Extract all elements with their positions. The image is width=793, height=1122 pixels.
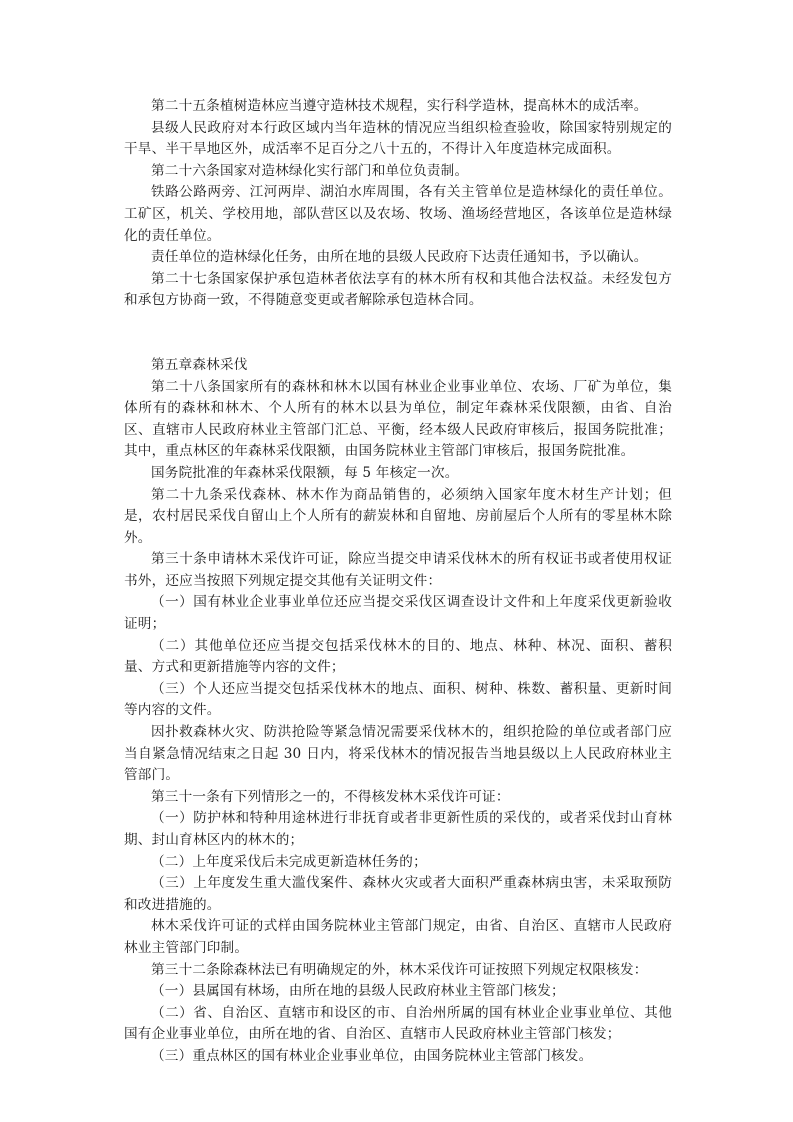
article-31: 第三十一条有下列情形之一的，不得核发林木采伐许可证： <box>151 788 510 805</box>
article-26-para-3: 责任单位的造林绿化任务，由所在地的县级人民政府下达责任通知书，予以确认。 <box>151 249 648 266</box>
article-32-item-2: （二）省、自治区、直辖市和设区的市、自治州所属的国有林业企业事业单位、其他国有企业事业单位，由所在地的省、自治区、直辖市人民政府林业主管部门核发； <box>124 1004 672 1043</box>
article-29: 第二十九条采伐森林、林木作为商品销售的，必须纳入国家年度木材生产计划；但是，农村居民采伐自留山上个人所有的薪炭林和自留地、房前屋后个人所有的零星林木除外。 <box>124 486 672 546</box>
article-30-item-2: （二）其他单位还应当提交包括采伐林木的目的、地点、林种、林况、面积、蓄积量、方式和更新措施等内容的文件； <box>124 637 672 676</box>
chapter-5-heading: 第五章森林采伐 <box>151 356 248 373</box>
article-25-para-2: 县级人民政府对本行政区域内当年造林的情况应当组织检查验收，除国家特别规定的干旱、半干旱地区外，成活率不足百分之八十五的，不得计入年度造林完成面积。 <box>124 119 672 158</box>
article-26-para-2: 铁路公路两旁、江河两岸、湖泊水库周围，各有关主管单位是造林绿化的责任单位。工矿区，机关、学校用地，部队营区以及农场、牧场、渔场经营地区，各该单位是造林绿化的责任单位。 <box>124 184 672 244</box>
article-31-item-3: （三）上年度发生重大滥伐案件、森林火灾或者大面积严重森林病虫害，未采取预防和改进措施的。 <box>124 875 672 913</box>
article-31-para-permit-format: 林木采伐许可证的式样由国务院林业主管部门规定，由省、自治区、直辖市人民政府林业主管部门印制。 <box>124 918 672 956</box>
section-gap <box>124 312 672 355</box>
article-30: 第三十条申请林木采伐许可证，除应当提交申请采伐林木的所有权证书或者使用权证书外，还应当按照下列规定提交其他有关证明文件： <box>124 551 672 589</box>
article-30-item-3: （三）个人还应当提交包括采伐林木的地点、面积、树种、株数、蓄积量、更新时间等内容的文件。 <box>124 680 672 719</box>
article-32-item-1: （一）县属国有林场，由所在地的县级人民政府林业主管部门核发； <box>151 983 565 1000</box>
article-31-item-1: （一）防护林和特种用途林进行非抚育或者非更新性质的采伐的，或者采伐封山育林期、封山育林区内的林木的； <box>124 810 672 848</box>
article-27: 第二十七条国家保护承包造林者依法享有的林木所有权和其他合法权益。未经发包方和承包方协商一致，不得随意变更或者解除承包造林合同。 <box>124 270 672 309</box>
article-32-item-3: （三）重点林区的国有林业企业事业单位，由国务院林业主管部门核发。 <box>151 1047 593 1064</box>
article-30-para-emergency: 因扑救森林火灾、防洪抢险等紧急情况需要采伐林木的，组织抢险的单位或者部门应当自紧急情况结束之日起 30 日内，将采伐林木的情况报告当地县级以上人民政府林业主管部门。 <box>124 724 672 784</box>
article-28-para-2: 国务院批准的年森林采伐限额，每 5 年核定一次。 <box>151 464 459 481</box>
article-25: 第二十五条植树造林应当遵守造林技术规程，实行科学造林，提高林木的成活率。 <box>151 98 648 114</box>
document-page <box>124 96 672 1068</box>
article-32: 第三十二条除森林法已有明确规定的外，林木采伐许可证按照下列规定权限核发： <box>151 961 648 978</box>
article-30-item-1: （一）国有林业企业事业单位还应当提交采伐区调查设计文件和上年度采伐更新验收证明； <box>124 594 672 633</box>
article-26: 第二十六条国家对造林绿化实行部门和单位负责制。 <box>151 162 469 179</box>
article-31-item-2: （二）上年度采伐后未完成更新造林任务的； <box>151 853 427 870</box>
article-28: 第二十八条国家所有的森林和林木以国有林业企业事业单位、农场、厂矿为单位，集体所有的森林和林木、个人所有的林木以县为单位，制定年森林采伐限额，由省、自治区、直辖市人民政府林业主管部门汇总、平衡，经本级人民政府审核后，报国务院批准；其中，重点林区的年森林采伐限额，由国务院林业主管部门审核后，报国务院批准。 <box>124 378 672 460</box>
